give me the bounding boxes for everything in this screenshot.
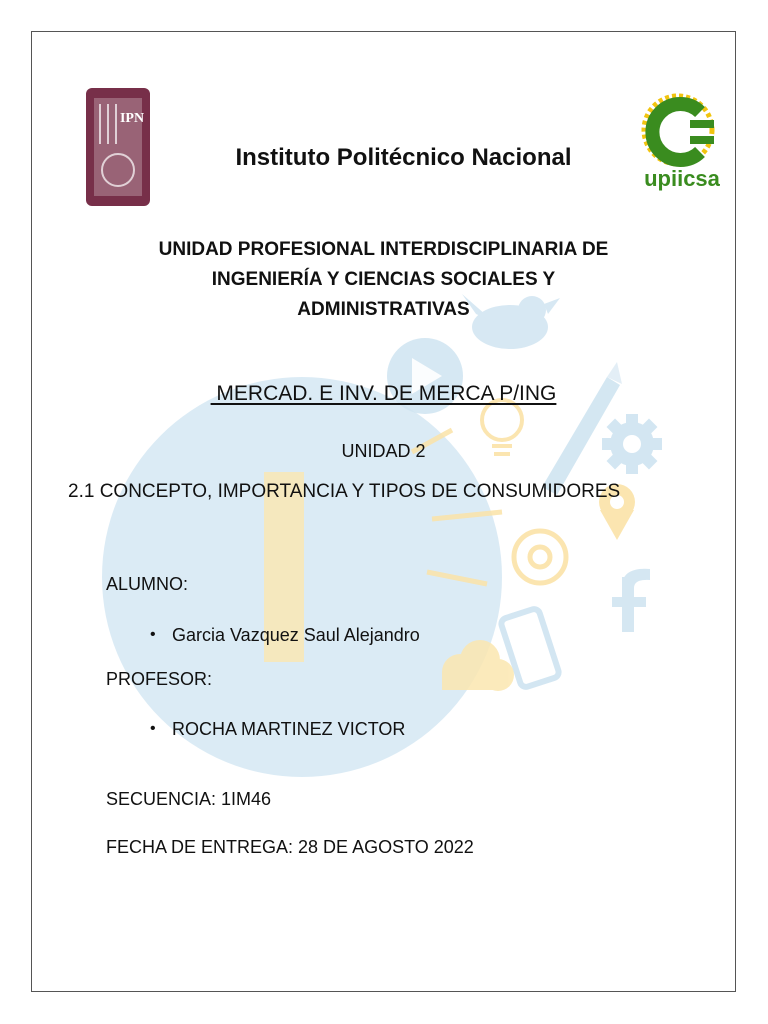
svg-text:upiicsa: upiicsa — [644, 166, 720, 191]
unit-title-line-3: ADMINISTRATIVAS — [297, 299, 470, 320]
subject-title — [32, 382, 735, 406]
facebook-icon — [612, 569, 650, 632]
institution-title: Instituto Politécnico Nacional — [235, 144, 572, 171]
unit-title-line-1: UNIDAD PROFESIONAL INTERDISCIPLINARIA DE — [158, 239, 609, 260]
profesor-name: • ROCHA MARTINEZ VICTOR — [172, 719, 405, 740]
alumno-name: • Garcia Vazquez Saul Alejandro — [172, 625, 420, 646]
profesor-label: PROFESOR: — [106, 669, 213, 689]
document-page — [31, 31, 736, 992]
unidad-label: UNIDAD 2 — [341, 441, 426, 461]
unit-title-line-2: INGENIERÍA Y CIENCIAS SOCIALES Y — [211, 269, 556, 290]
svg-text:IPN: IPN — [119, 111, 145, 126]
secuencia: SECUENCIA: 1IM46 — [106, 789, 272, 809]
unit-title — [92, 235, 675, 325]
alumno-label: ALUMNO: — [106, 574, 189, 594]
subject-text: MERCAD. E INV. DE MERCA P/ING — [210, 382, 557, 405]
at-sign-icon — [514, 531, 566, 583]
topic-title: 2.1 CONCEPTO, IMPORTANCIA Y TIPOS DE CONSUMIDORES — [68, 481, 621, 502]
fecha-entrega: FECHA DE ENTREGA: 28 DE AGOSTO 2022 — [106, 837, 474, 857]
